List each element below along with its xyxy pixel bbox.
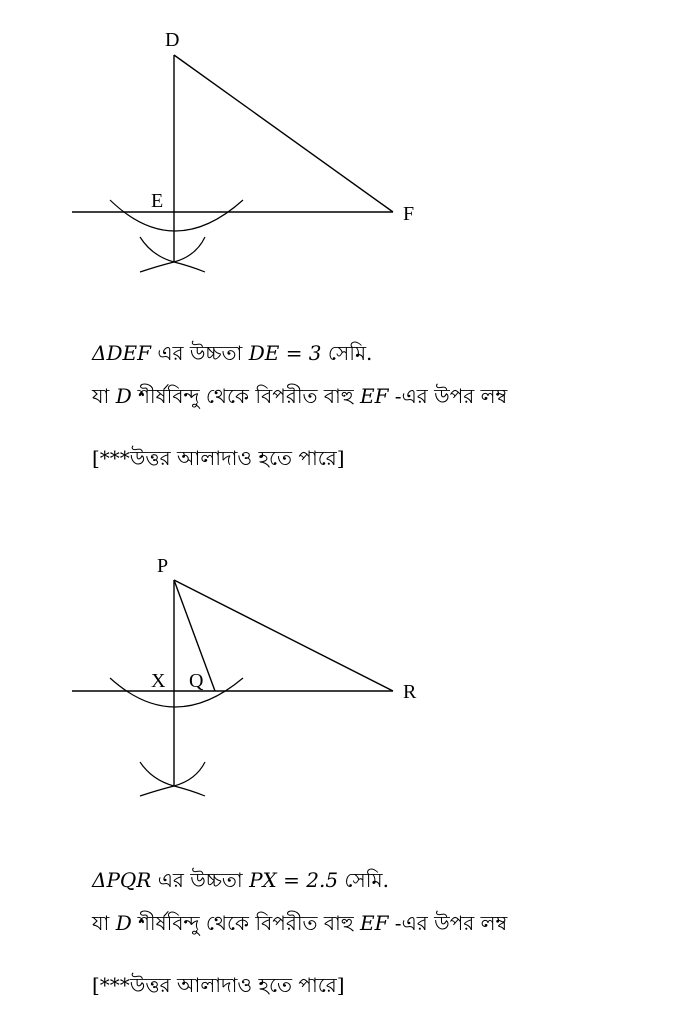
text-segment: যা <box>92 384 116 408</box>
unit-text: সেমি. <box>338 868 389 892</box>
figure-def <box>0 0 696 290</box>
text-segment: এর উচ্চতা <box>151 868 250 892</box>
arc-lower-right <box>174 762 205 796</box>
side-name: EF <box>359 911 389 935</box>
note-def: [***উত্তর আলাদাও হতে পারে] <box>92 446 345 470</box>
text-segment: -এর উপর লম্ব <box>388 911 508 935</box>
text-segment: -এর উপর লম্ব <box>388 384 508 408</box>
height-statement-def <box>92 339 372 367</box>
triangle-name: ΔPQR <box>92 868 152 892</box>
side-pr <box>174 580 393 691</box>
label-q: Q <box>189 670 204 692</box>
label-e: E <box>151 190 164 212</box>
height-statement-pqr <box>92 866 389 894</box>
side-name: EF <box>359 384 389 408</box>
label-r: R <box>403 681 417 703</box>
text-segment: এর উচ্চতা <box>150 341 249 365</box>
label-x: X <box>151 670 166 692</box>
triangle-name: ΔDEF <box>92 341 151 365</box>
label-d: D <box>165 29 180 51</box>
diagram-pqr-svg <box>0 540 696 810</box>
height-equation: PX = 2.5 <box>249 868 339 892</box>
figure-pqr <box>0 540 696 810</box>
text-segment: শীর্ষবিন্দু থেকে বিপরীত বাহু <box>131 911 360 935</box>
label-f: F <box>403 203 415 225</box>
perpendicular-statement-def <box>92 382 507 410</box>
text-segment: যা <box>92 911 116 935</box>
arc-lower-left <box>140 762 174 796</box>
vertex-name: D <box>115 384 132 408</box>
text-segment: শীর্ষবিন্দু থেকে বিপরীত বাহু <box>131 384 360 408</box>
side-df <box>174 55 393 212</box>
label-p: P <box>157 555 169 577</box>
unit-text: সেমি. <box>321 341 373 365</box>
perpendicular-statement-pqr <box>92 909 507 937</box>
arc-upper <box>110 200 243 231</box>
arc-lower-left <box>140 237 174 272</box>
height-equation: DE = 3 <box>248 341 322 365</box>
arc-upper <box>110 678 243 707</box>
vertex-name: D <box>115 911 132 935</box>
note-pqr: [***উত্তর আলাদাও হতে পারে] <box>92 973 345 997</box>
arc-lower-right <box>174 237 205 272</box>
diagram-def-svg <box>0 0 696 290</box>
